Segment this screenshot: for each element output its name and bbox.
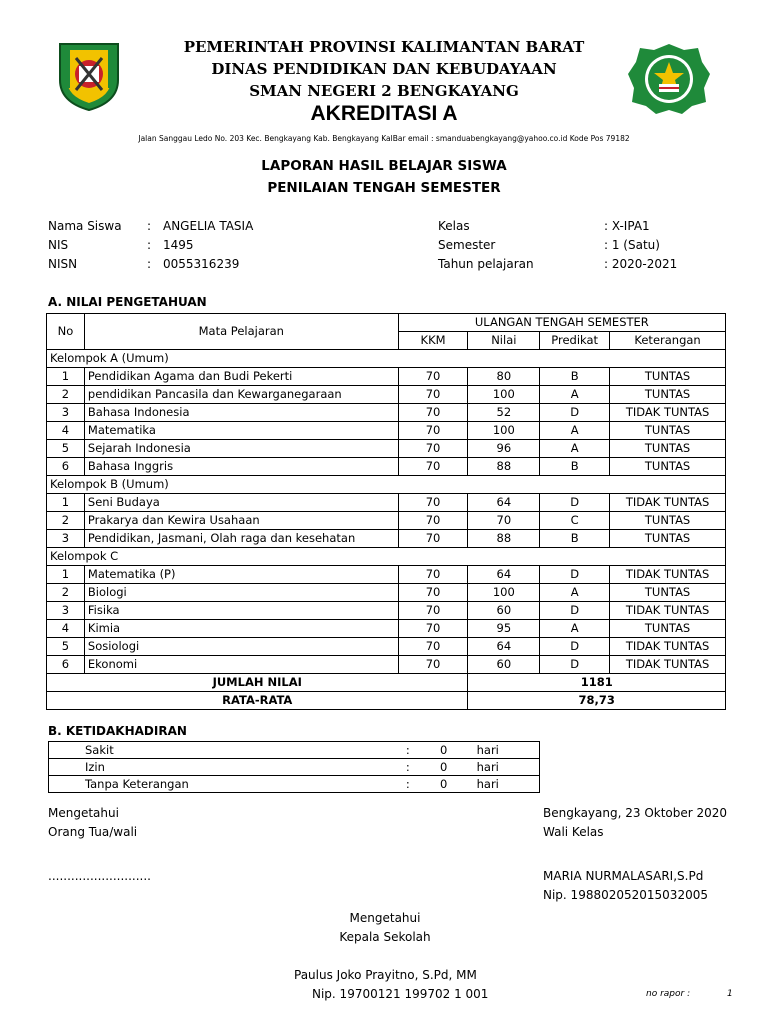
place-date: Bengkayang, 23 Oktober 2020 <box>543 806 728 820</box>
row-nilai: 64 <box>468 566 540 584</box>
row-kkm: 70 <box>398 638 468 656</box>
row-nilai: 64 <box>468 494 540 512</box>
class-label: Kelas <box>438 219 470 233</box>
row-keterangan: TIDAK TUNTAS <box>610 494 726 512</box>
row-keterangan: TIDAK TUNTAS <box>610 656 726 674</box>
col-kkm-header: KKM <box>398 332 468 350</box>
year-value: : 2020-2021 <box>604 257 678 271</box>
row-subject: Ekonomi <box>84 656 398 674</box>
row-no: 2 <box>47 512 85 530</box>
class-value: : X-IPA1 <box>604 219 650 233</box>
row-predikat: D <box>540 638 610 656</box>
row-nilai: 70 <box>468 512 540 530</box>
row-kkm: 70 <box>398 584 468 602</box>
absence-label: Tanpa Keterangan <box>49 776 393 793</box>
accreditation-title: AKREDITASI A <box>310 102 458 125</box>
row-subject: Fisika <box>84 602 398 620</box>
parent-title: Orang Tua/wali <box>48 825 138 839</box>
col-no-header: No <box>47 314 85 350</box>
row-no: 6 <box>47 656 85 674</box>
row-no: 5 <box>47 440 85 458</box>
table-row <box>47 404 726 422</box>
parent-sign-line: ........................... <box>48 869 151 883</box>
row-no: 1 <box>47 494 85 512</box>
principal-ack: Mengetahui <box>349 911 421 925</box>
average-value: 78,73 <box>468 692 726 710</box>
row-predikat: B <box>540 458 610 476</box>
absence-value: 0 <box>423 759 465 776</box>
group-row <box>47 548 726 566</box>
student-info-right <box>438 219 677 276</box>
table-row <box>47 440 726 458</box>
row-predikat: B <box>540 530 610 548</box>
col-predikat-header: Predikat <box>540 332 610 350</box>
row-subject: Pendidikan, Jasmani, Olah raga dan kesehatan <box>84 530 398 548</box>
rapor-number-value: 1 <box>727 989 733 999</box>
row-subject: Matematika (P) <box>84 566 398 584</box>
table-row <box>47 620 726 638</box>
row-keterangan: TUNTAS <box>610 458 726 476</box>
row-kkm: 70 <box>398 656 468 674</box>
absence-value: 0 <box>423 776 465 793</box>
table-row <box>47 458 726 476</box>
col-keterangan-header: Keterangan <box>610 332 726 350</box>
row-nilai: 88 <box>468 458 540 476</box>
homeroom-title: Wali Kelas <box>543 825 604 839</box>
header-line3: SMAN NEGERI 2 BENGKAYANG <box>249 82 519 100</box>
row-keterangan: TUNTAS <box>610 368 726 386</box>
absence-value: 0 <box>440 743 448 757</box>
row-nilai: 52 <box>468 404 540 422</box>
row-predikat: A <box>540 584 610 602</box>
nis-label: NIS <box>48 238 69 252</box>
header-line2: DINAS PENDIDIKAN DAN KEBUDAYAAN <box>211 60 557 78</box>
row-kkm: 70 <box>398 602 468 620</box>
row-subject: Pendidikan Agama dan Budi Pekerti <box>84 368 398 386</box>
row-no: 1 <box>47 566 85 584</box>
table-row <box>47 494 726 512</box>
row-nilai: 88 <box>468 530 540 548</box>
absence-unit: hari <box>465 776 540 793</box>
homeroom-name: MARIA NURMALASARI,S.Pd <box>543 869 704 883</box>
table-row <box>47 602 726 620</box>
group-name: Kelompok A (Umum) <box>47 350 726 368</box>
absence-unit: hari <box>465 759 540 776</box>
row-nilai: 100 <box>468 422 540 440</box>
row-predikat: D <box>540 656 610 674</box>
table-row <box>47 656 726 674</box>
school-address: Jalan Sanggau Ledo No. 203 Kec. Bengkayang Kab. Bengkayang KalBar email : smanduabengkayang@yahoo.co.id Kode Pos 79182 <box>138 134 630 143</box>
absence-label: Sakit <box>85 743 114 757</box>
row-subject: pendidikan Pancasila dan Kewarganegaraan <box>84 386 398 404</box>
grades-table <box>46 313 726 710</box>
principal-name: Paulus Joko Prayitno, S.Pd, MM <box>294 968 477 982</box>
row-subject: Bahasa Indonesia <box>84 404 398 422</box>
row-subject: Sosiologi <box>84 638 398 656</box>
group-row <box>47 350 726 368</box>
row-subject: Sejarah Indonesia <box>84 440 398 458</box>
homeroom-nip: Nip. 198802052015032005 <box>543 888 708 902</box>
nisn-label: NISN <box>48 257 78 271</box>
row-keterangan: TUNTAS <box>610 440 726 458</box>
table-row <box>47 386 726 404</box>
row-subject: Biologi <box>84 584 398 602</box>
parent-signature <box>48 804 151 886</box>
row-no: 2 <box>47 584 85 602</box>
row-kkm: 70 <box>398 530 468 548</box>
row-kkm: 70 <box>398 494 468 512</box>
row-keterangan: TIDAK TUNTAS <box>610 566 726 584</box>
row-keterangan: TUNTAS <box>610 620 726 638</box>
row-nilai: 95 <box>468 620 540 638</box>
row-no: 4 <box>47 620 85 638</box>
row-subject: Seni Budaya <box>84 494 398 512</box>
row-keterangan: TUNTAS <box>610 530 726 548</box>
row-no: 3 <box>47 602 85 620</box>
table-row <box>47 422 726 440</box>
student-info-left: Nama Siswa : ANGELIA TASIA NIS : 1495 NISN : 0055316239 <box>48 219 254 271</box>
total-label: JUMLAH NILAI <box>47 674 468 692</box>
row-kkm: 70 <box>398 386 468 404</box>
absence-sep: : <box>393 759 423 776</box>
table-row <box>47 512 726 530</box>
row-predikat: A <box>540 440 610 458</box>
col-subject-header: Mata Pelajaran <box>84 314 398 350</box>
row-subject: Matematika <box>84 422 398 440</box>
row-no: 6 <box>47 458 85 476</box>
absence-row <box>49 759 540 776</box>
row-predikat: D <box>540 494 610 512</box>
row-kkm: 70 <box>398 566 468 584</box>
year-label: Tahun pelajaran <box>438 257 534 271</box>
row-predikat: D <box>540 602 610 620</box>
group-row <box>47 476 726 494</box>
row-keterangan: TIDAK TUNTAS <box>610 638 726 656</box>
principal-title: Kepala Sekolah <box>339 930 431 944</box>
absence-unit: hari <box>476 743 499 757</box>
row-nilai: 96 <box>468 440 540 458</box>
row-predikat: A <box>540 422 610 440</box>
row-kkm: 70 <box>398 458 468 476</box>
name-label: Nama Siswa <box>48 219 122 233</box>
row-no: 1 <box>47 368 85 386</box>
row-predikat: B <box>540 368 610 386</box>
absence-sep: : <box>393 776 423 793</box>
table-row <box>47 566 726 584</box>
row-predikat: A <box>540 386 610 404</box>
row-keterangan: TUNTAS <box>610 422 726 440</box>
row-no: 4 <box>47 422 85 440</box>
row-keterangan: TIDAK TUNTAS <box>610 602 726 620</box>
rapor-number-label: no rapor : <box>646 989 691 999</box>
row-nilai: 100 <box>468 386 540 404</box>
row-keterangan: TIDAK TUNTAS <box>610 404 726 422</box>
header-line1: PEMERINTAH PROVINSI KALIMANTAN BARAT <box>183 38 585 56</box>
row-nilai: 80 <box>468 368 540 386</box>
group-name: Kelompok C <box>47 548 726 566</box>
row-subject: Bahasa Inggris <box>84 458 398 476</box>
row-kkm: 70 <box>398 512 468 530</box>
row-nilai: 100 <box>468 584 540 602</box>
row-kkm: 70 <box>398 422 468 440</box>
absence-sep: : <box>405 743 410 757</box>
principal-nip: Nip. 19700121 199702 1 001 <box>312 987 489 1001</box>
report-title: LAPORAN HASIL BELAJAR SISWA <box>261 158 507 174</box>
table-row <box>47 368 726 386</box>
parent-ack: Mengetahui <box>48 806 119 820</box>
row-kkm: 70 <box>398 440 468 458</box>
nisn-value: 0055316239 <box>163 257 240 271</box>
row-predikat: C <box>540 512 610 530</box>
row-kkm: 70 <box>398 620 468 638</box>
row-nilai: 60 <box>468 656 540 674</box>
homeroom-signature <box>543 804 727 905</box>
row-keterangan: TUNTAS <box>610 386 726 404</box>
absence-table <box>48 741 540 793</box>
report-subtitle: PENILAIAN TENGAH SEMESTER <box>267 180 501 196</box>
row-no: 2 <box>47 386 85 404</box>
average-label: RATA-RATA <box>47 692 468 710</box>
total-value: 1181 <box>468 674 726 692</box>
row-subject: Prakarya dan Kewira Usahaan <box>84 512 398 530</box>
row-kkm: 70 <box>398 368 468 386</box>
table-row <box>47 638 726 656</box>
section-b-title: B. KETIDAKHADIRAN <box>48 724 187 738</box>
col-nilai-header: Nilai <box>468 332 540 350</box>
row-no: 3 <box>47 530 85 548</box>
row-nilai: 60 <box>468 602 540 620</box>
semester-value: : 1 (Satu) <box>604 238 660 252</box>
col-uts-header: ULANGAN TENGAH SEMESTER <box>398 314 725 332</box>
table-row <box>47 584 726 602</box>
absence-row <box>49 776 540 793</box>
nis-value: 1495 <box>163 238 194 252</box>
semester-label: Semester <box>438 238 496 252</box>
absence-label: Izin <box>49 759 393 776</box>
row-keterangan: TUNTAS <box>610 584 726 602</box>
row-kkm: 70 <box>398 404 468 422</box>
row-subject: Kimia <box>84 620 398 638</box>
group-name: Kelompok B (Umum) <box>47 476 726 494</box>
row-predikat: D <box>540 404 610 422</box>
name-value: ANGELIA TASIA <box>163 219 254 233</box>
section-a-title: A. NILAI PENGETAHUAN <box>48 295 207 309</box>
row-predikat: D <box>540 566 610 584</box>
principal-signature <box>250 909 520 947</box>
row-nilai: 64 <box>468 638 540 656</box>
row-predikat: A <box>540 620 610 638</box>
row-no: 5 <box>47 638 85 656</box>
row-no: 3 <box>47 404 85 422</box>
row-keterangan: TUNTAS <box>610 512 726 530</box>
absence-row <box>49 742 540 759</box>
table-row <box>47 530 726 548</box>
